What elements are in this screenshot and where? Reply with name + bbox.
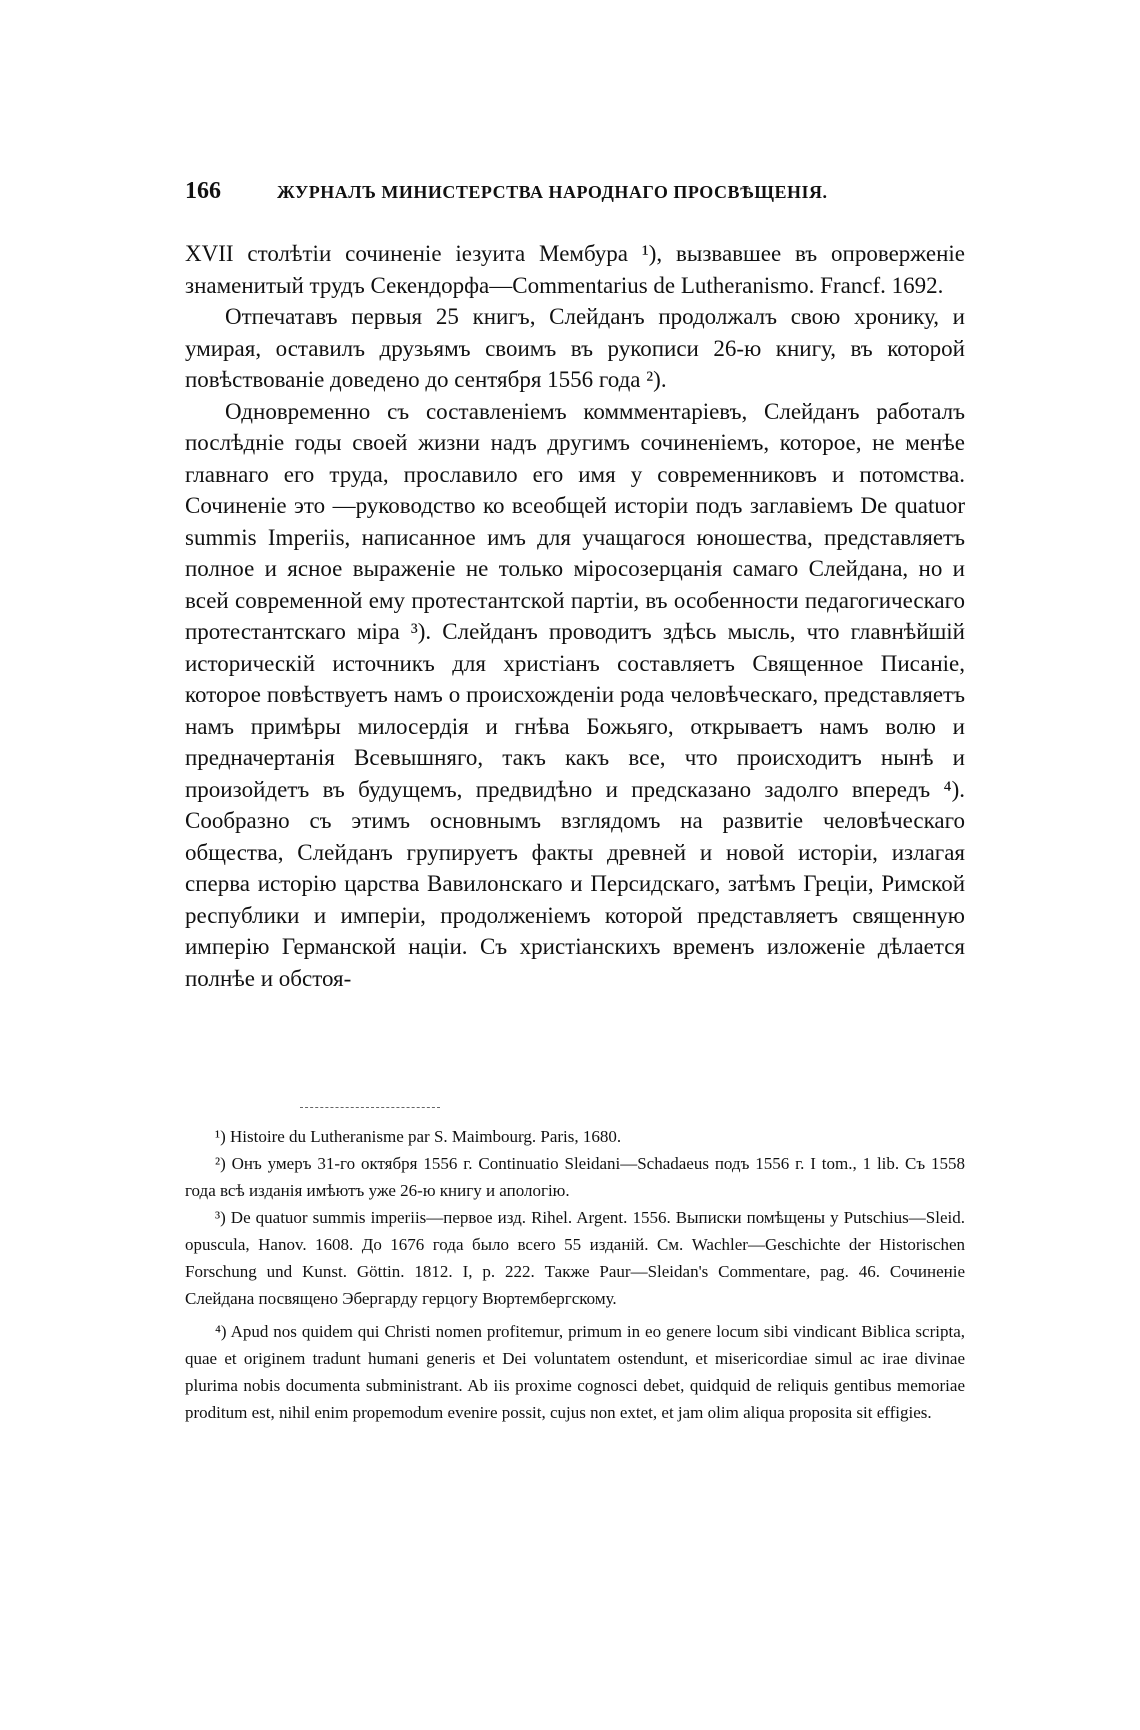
- body-paragraph: XVII столѣтіи сочиненіе іезуита Мембура ¹), вызвавшее въ опроверженіе знаменитый трудъ Секендорфа—Commentarius de Lutheranismo. Francf. 1692.: [185, 241, 965, 298]
- body-paragraph: Одновременно съ составленіемъ коммментаріевъ, Слейданъ работалъ послѣдніе годы своей жизни надъ другимъ сочиненіемъ, которое, не менѣе главнаго его труда, прославило его имя у современниковъ и потомства. Сочиненіе это —руководство ко всеобщей исторіи подъ заглавіемъ De quatuor summis Imperiis, написанное имъ для учащагося юношества, представляетъ полное и ясное выраженіе не только міросозерцанія самаго Слейдана, но и всей современной ему протестантской партіи, въ особенности педагогическаго протестантскаго міра ³). Слейданъ проводитъ здѣсь мысль, что главнѣйшій историческій источникъ для христіанъ составляетъ Священное Писаніе, которое повѣствуетъ намъ о происхожденіи рода человѣческаго, представляетъ намъ примѣры милосердія и гнѣва Божьяго, открываетъ намъ волю и предначертанія Всевышняго, такъ какъ все, что происходитъ нынѣ и произойдетъ въ будущемъ, предвидѣно и предсказано задолго впередъ ⁴). Сообразно съ этимъ основнымъ взглядомъ на развитіе человѣческаго общества, Слейданъ групируетъ факты древней и новой исторіи, излагая сперва исторію царства Вавилонскаго и Персидскаго, затѣмъ Греціи, Римской республики и имперіи, продолженіемъ которой представляетъ священную имперію Германской націи. Съ христіанскихъ временъ изложеніе дѣлается полнѣе и обстоя-: [185, 398, 965, 991]
- footnote-separator: [300, 1107, 440, 1108]
- page-header: [185, 178, 965, 218]
- running-head: ЖУРНАЛЪ МИНИСТЕРСТВА НАРОДНАГО ПРОСВѢЩЕНІЯ.: [277, 182, 828, 202]
- page-number: 166: [185, 178, 221, 204]
- footnotes: [185, 1123, 965, 1426]
- footnote: ¹) Histoire du Lutheranisme par S. Maimbourg. Paris, 1680.: [215, 1127, 622, 1146]
- footnote: ²) Онъ умеръ 31-го октября 1556 г. Continuatio Sleidani—Schadaeus подъ 1556 г. I tom., 1 lib. Съ 1558 года всѣ изданія имѣютъ уже 26-ю книгу и апологію.: [185, 1154, 965, 1200]
- footnote: ⁴) Apud nos quidem qui Christi nomen profitemur, primum in eo genere locum sibi vindicant Biblica scripta, quae et originem tradunt humani generis et Dei voluntatem ostendunt, et misericordiae simul ac irae divinae plurima nobis documenta subministrant. Ab iis proxime cognosci debet, quidquid de reliquis gentibus memoriae proditum est, nihil enim propemodum evenire possit, cujus non extet, et jam olim aliqua proposita sit effigies.: [185, 1322, 965, 1422]
- body-text: [185, 238, 965, 994]
- body-paragraph: Отпечатавъ первыя 25 книгъ, Слейданъ продолжалъ свою хронику, и умирая, оставилъ друзьямъ своимъ въ рукописи 26-ю книгу, въ которой повѣствованіе доведено до сентября 1556 года ²).: [185, 304, 965, 392]
- footnote: ³) De quatuor summis imperiis—первое изд. Rihel. Argent. 1556. Выписки помѣщены у Putschius—Sleid. opuscula, Hanov. 1608. До 1676 года было всего 55 изданій. См. Wachler—Geschichte der Historischen Forschung und Kunst. Göttin. 1812. I, p. 222. Также Paur—Sleidan's Commentare, pag. 46. Сочиненіе Слейдана посвящено Эбергарду герцогу Вюртембергскому.: [185, 1208, 965, 1308]
